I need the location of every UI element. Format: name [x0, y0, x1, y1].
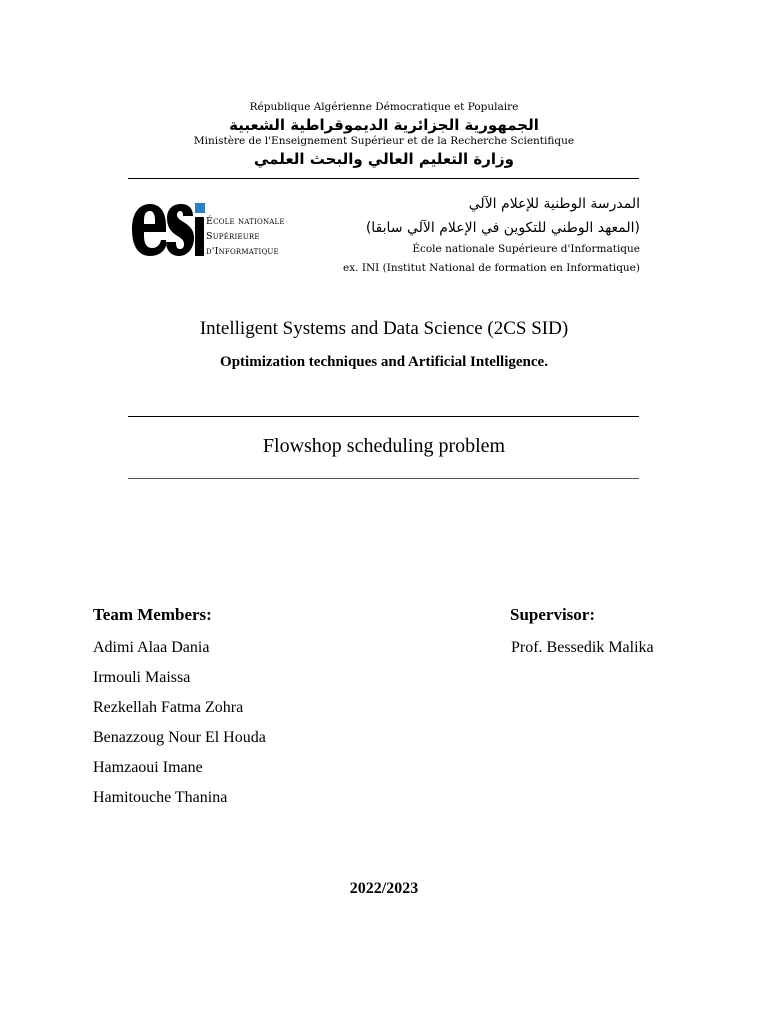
logo-line-2: Supérieure — [206, 231, 260, 242]
title-rule-bottom — [128, 478, 639, 479]
esi-logo-mark — [130, 200, 206, 258]
course-title: Optimization techniques and Artificial Intelligence. — [220, 354, 548, 370]
ministry-fr: Ministère de l'Enseignement Supérieur et de la Recherche Scientifique — [193, 135, 575, 147]
academic-year: 2022/2023 — [349, 880, 419, 897]
team-member: Irmouli Maissa — [93, 669, 191, 686]
team-member: Benazzoug Nour El Houda — [93, 729, 266, 746]
esi-logo — [130, 200, 290, 260]
republic-fr: République Algérienne Démocratique et Populaire — [249, 101, 519, 113]
team-members-label: Team Members: — [93, 605, 212, 624]
title-rule-top — [128, 416, 639, 417]
team-member: Hamitouche Thanina — [93, 789, 228, 806]
program-title: Intelligent Systems and Data Science (2CS SID) — [199, 318, 569, 339]
header-divider — [128, 178, 639, 179]
institution-former-fr: ex. INI (Institut National de formation en Informatique) — [343, 262, 640, 274]
ministry-ar: وزارة التعليم العالي والبحث العلمي — [253, 150, 515, 168]
esi-logo-text — [206, 214, 285, 259]
project-title: Flowshop scheduling problem — [262, 435, 506, 457]
team-member: Hamzaoui Imane — [93, 759, 203, 776]
supervisor-label: Supervisor: — [510, 605, 595, 624]
institution-former-ar: (المعهد الوطني للتكوين في الإعلام الآلي سابقا) — [365, 220, 640, 236]
logo-line-1: École nationale — [206, 216, 285, 227]
logo-line-3: d'Informatique — [206, 246, 279, 257]
team-member: Adimi Alaa Dania — [93, 639, 210, 656]
team-member: Rezkellah Fatma Zohra — [93, 699, 244, 716]
supervisor-name: Prof. Bessedik Malika — [511, 639, 654, 656]
institution-name-ar: المدرسة الوطنية للإعلام الآلي — [468, 196, 640, 212]
republic-ar: الجمهورية الجزائرية الديموقراطية الشعبية — [229, 116, 539, 134]
institution-name-fr: École nationale Supérieure d'Informatique — [412, 243, 640, 255]
